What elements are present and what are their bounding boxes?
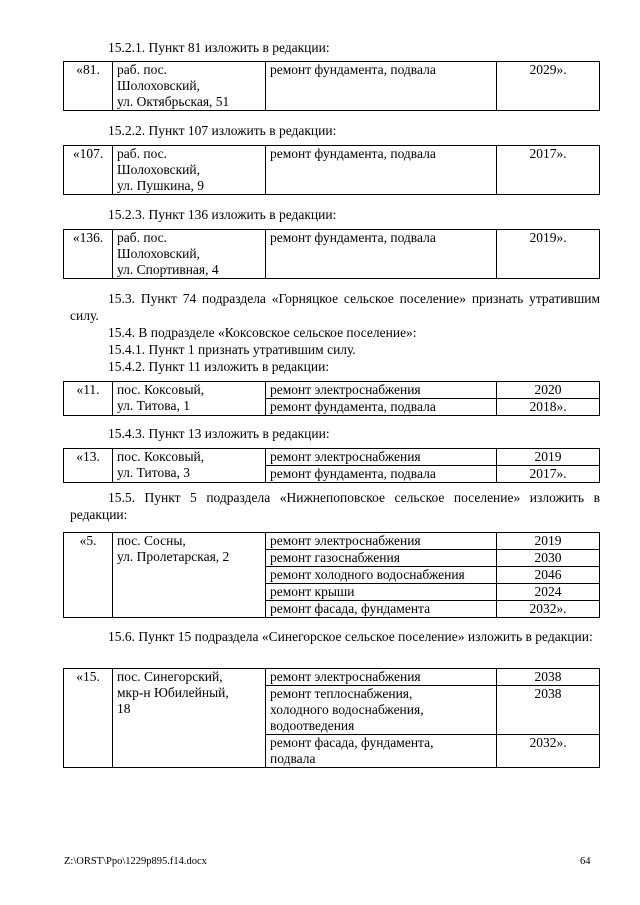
year-cell: 2020 xyxy=(497,382,600,399)
table-row xyxy=(64,62,600,111)
footer-file-path: Z:\ORST\Ppo\1229p895.f14.docx xyxy=(64,856,207,867)
address-line: пос. Коксовый, xyxy=(117,449,205,464)
table-row xyxy=(64,382,600,399)
address-cell xyxy=(113,449,266,483)
year-cell: 2030 xyxy=(497,550,600,567)
year-cell: 2019». xyxy=(497,230,600,279)
table-item-5 xyxy=(63,532,600,618)
address-line: 18 xyxy=(117,701,131,716)
table-item-136 xyxy=(63,229,600,279)
address-line: раб. пос. xyxy=(117,230,168,245)
paragraph-15-4-1: 15.4.1. Пункт 1 признать утратившим силу. xyxy=(108,342,356,357)
paragraph-15-5: 15.5. Пункт 5 подраздела «Нижнепоповское сельское поселение» изложить в редакции: xyxy=(70,490,600,522)
address-line: раб. пос. xyxy=(117,62,168,77)
address-line: ул. Октябрьская, 51 xyxy=(117,94,230,109)
item-number: «13. xyxy=(64,449,113,483)
address-line: Шолоховский, xyxy=(117,78,200,93)
address-line: ул. Пушкина, 9 xyxy=(117,178,205,193)
address-line: пос. Синегорский, xyxy=(117,669,223,684)
paragraph-15-6: 15.6. Пункт 15 подраздела «Синегорское сельское поселение» изложить в редакции: xyxy=(108,629,593,644)
address-line: ул. Пролетарская, 2 xyxy=(117,549,230,564)
work-cell: ремонт электроснабжения xyxy=(266,449,497,466)
year-cell: 2017». xyxy=(497,146,600,195)
year-cell: 2029». xyxy=(497,62,600,111)
item-number: «136. xyxy=(64,230,113,279)
work-cell: ремонт фасада, фундамента xyxy=(266,601,497,618)
work-line: ремонт теплоснабжения, xyxy=(270,686,413,701)
address-line: Шолоховский, xyxy=(117,246,200,261)
work-line: холодного водоснабжения, xyxy=(270,702,424,717)
work-cell: ремонт фундамента, подвала xyxy=(266,399,497,416)
year-cell: 2017». xyxy=(497,466,600,483)
address-line: пос. Сосны, xyxy=(117,533,186,548)
item-number: «5. xyxy=(64,533,113,618)
work-line: подвала xyxy=(270,751,316,766)
year-cell: 2019 xyxy=(497,533,600,550)
work-cell xyxy=(266,686,497,735)
table-item-107 xyxy=(63,145,600,195)
table-row xyxy=(64,449,600,466)
work-cell: ремонт холодного водоснабжения xyxy=(266,567,497,584)
table-item-81 xyxy=(63,61,600,111)
table-row xyxy=(64,230,600,279)
work-cell: ремонт фундамента, подвала xyxy=(266,62,497,111)
year-cell: 2032». xyxy=(497,735,600,768)
address-line: ул. Титова, 1 xyxy=(117,398,190,413)
address-line: мкр-н Юбилейный, xyxy=(117,685,229,700)
table-row xyxy=(64,669,600,686)
paragraph-15-4-2: 15.4.2. Пункт 11 изложить в редакции: xyxy=(108,359,330,374)
table-item-13 xyxy=(63,448,600,483)
address-line: раб. пос. xyxy=(117,146,168,161)
table-row xyxy=(64,146,600,195)
address-cell xyxy=(113,382,266,416)
work-cell: ремонт фундамента, подвала xyxy=(266,466,497,483)
year-cell: 2019 xyxy=(497,449,600,466)
heading-15-2-2: 15.2.2. Пункт 107 изложить в редакции: xyxy=(108,123,337,138)
table-item-15 xyxy=(63,668,600,768)
work-cell: ремонт крыши xyxy=(266,584,497,601)
table-item-11 xyxy=(63,381,600,416)
work-line: ремонт электроснабжения xyxy=(270,669,421,684)
work-line: ремонт фасада, фундамента, xyxy=(270,735,434,750)
address-line: Шолоховский, xyxy=(117,162,200,177)
address-cell xyxy=(113,62,266,111)
work-cell xyxy=(266,735,497,768)
item-number: «15. xyxy=(64,669,113,768)
page-number: 64 xyxy=(580,856,591,867)
item-number: «107. xyxy=(64,146,113,195)
heading-15-2-1: 15.2.1. Пункт 81 изложить в редакции: xyxy=(108,40,330,55)
item-number: «81. xyxy=(64,62,113,111)
work-cell xyxy=(266,669,497,686)
paragraph-15-4: 15.4. В подразделе «Коксовское сельское поселение»: xyxy=(108,325,417,340)
work-cell: ремонт фундамента, подвала xyxy=(266,230,497,279)
address-line: пос. Коксовый, xyxy=(117,382,205,397)
year-cell: 2038 xyxy=(497,669,600,686)
work-cell: ремонт электроснабжения xyxy=(266,533,497,550)
paragraph-15-4-3: 15.4.3. Пункт 13 изложить в редакции: xyxy=(108,426,330,441)
work-cell: ремонт электроснабжения xyxy=(266,382,497,399)
item-number: «11. xyxy=(64,382,113,416)
year-cell: 2046 xyxy=(497,567,600,584)
work-cell: ремонт фундамента, подвала xyxy=(266,146,497,195)
year-cell: 2024 xyxy=(497,584,600,601)
table-row xyxy=(64,533,600,550)
address-cell xyxy=(113,230,266,279)
work-cell: ремонт газоснабжения xyxy=(266,550,497,567)
address-cell xyxy=(113,669,266,768)
address-cell xyxy=(113,146,266,195)
work-line: водоотведения xyxy=(270,718,355,733)
address-line: ул. Титова, 3 xyxy=(117,465,190,480)
address-line: ул. Спортивная, 4 xyxy=(117,262,219,277)
paragraph-15-3: 15.3. Пункт 74 подраздела «Горняцкое сельское поселение» признать утратившим силу. xyxy=(70,291,600,323)
year-cell: 2032». xyxy=(497,601,600,618)
heading-15-2-3: 15.2.3. Пункт 136 изложить в редакции: xyxy=(108,207,337,222)
year-cell: 2038 xyxy=(497,686,600,735)
address-cell xyxy=(113,533,266,618)
year-cell: 2018». xyxy=(497,399,600,416)
